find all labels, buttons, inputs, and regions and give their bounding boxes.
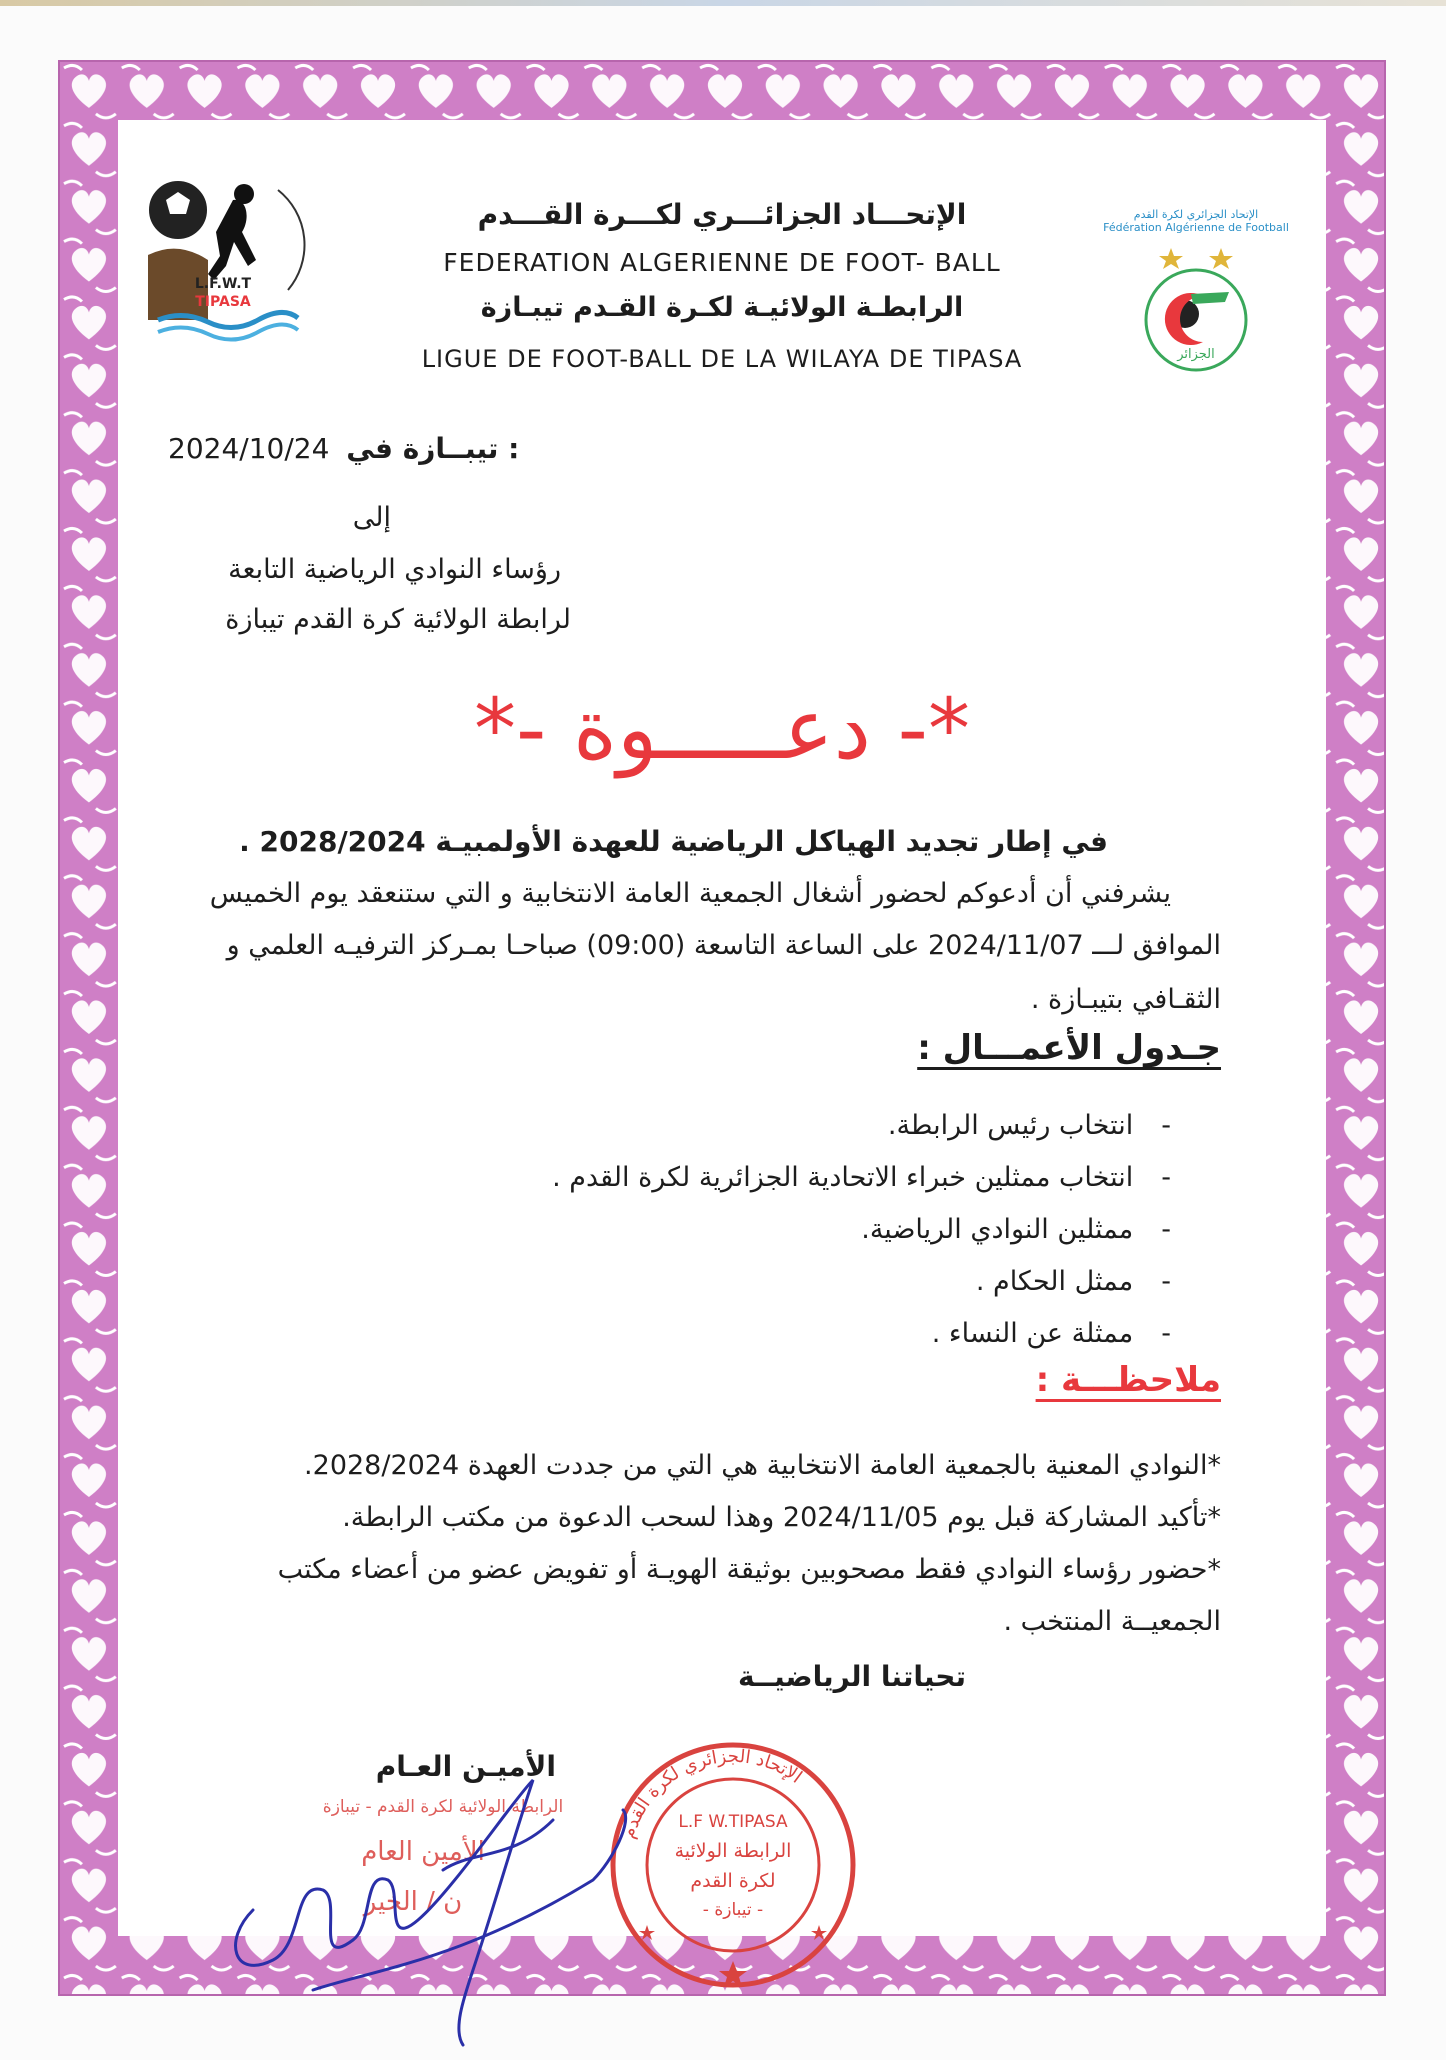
agenda-item (976, 1266, 1171, 1297)
faf-logo-country: الجزائر (1177, 347, 1215, 362)
stamp-line-1: L.F W.TIPASA (678, 1812, 788, 1832)
faf-logo-fr: Fédération Algérienne de Football (1103, 221, 1289, 234)
federation-name-ar: الإتحـــاد الجزائـــري لكـــرة القـــدم (477, 198, 967, 231)
federation-name-fr: FEDERATION ALGERIENNE DE FOOT- BALL (443, 248, 1001, 277)
stamp-ring-text: الإتحاد الجزائري لكرة القدم (617, 1745, 806, 1841)
sig-stamp-line-3: ن / الخير (363, 1887, 463, 1917)
league-name-fr: LIGUE DE FOOT-BALL DE LA WILAYA DE TIPASA (421, 345, 1023, 373)
recipient-line-2: لرابطة الولائية كرة القدم تيبازة (225, 604, 571, 635)
agenda-item-text: ممثلين النوادي الرياضية. (861, 1214, 1134, 1245)
agenda-heading: جـدول الأعمـــال : (917, 1028, 1221, 1068)
note-line-2: *تأكيد المشاركة قبل يوم 2024/11/05 وهذا لسحب الدعوة من مكتب الرابطة. (342, 1502, 1221, 1533)
agenda-item-text: ممثلة عن النساء . (931, 1318, 1134, 1349)
stamp-line-3: لكرة القدم (690, 1870, 776, 1892)
body-line-3: الثقـافي بتيبـازة . (1030, 984, 1221, 1015)
signature-block (213, 1760, 673, 2060)
agenda-dash: - (1161, 1266, 1171, 1297)
scan-edge (0, 0, 1446, 6)
invitation-title: *- دعـــــوة -* (473, 680, 970, 778)
sig-stamp-line-2: الأمين العام (361, 1837, 485, 1867)
agenda-item (888, 1110, 1171, 1141)
body-line-1: يشرفني أن أدعوكم لحضور أشغال الجمعية العامة الانتخابية و التي ستنعقد يوم الخميس (209, 878, 1171, 909)
stamp-line-2: الرابطة الولائية (674, 1840, 792, 1862)
sig-stamp-line-1: الرابطة الولائية لكرة القدم - تيبازة (322, 1797, 564, 1817)
agenda-item-text: ممثل الحكام . (975, 1266, 1134, 1297)
closing-text: تحياتنا الرياضيــة (737, 1660, 966, 1693)
agenda-dash: - (1161, 1162, 1171, 1193)
decorative-border (58, 60, 1386, 1996)
agenda-item (861, 1214, 1171, 1245)
faf-logo-ar: الإتحاد الجزائري لكرة القدم (1133, 208, 1259, 221)
date-line (168, 432, 519, 465)
date-label: تيبــازة في : (346, 432, 520, 465)
agenda-item-text: انتخاب ممثلين خبراء الاتحادية الجزائرية لكرة القدم . (552, 1162, 1134, 1193)
body-line-2: الموافق لـــ 2024/11/07 على الساعة التاسعة (09:00) صباحـا بمـركز الترفيـه العلمي و (226, 930, 1221, 961)
document-page (118, 120, 1326, 1936)
agenda-item (552, 1162, 1171, 1193)
stamp-line-4: - تيبازة - (702, 1900, 764, 1920)
recipient-line-1: رؤساء النوادي الرياضية التابعة (228, 554, 561, 585)
agenda-dash: - (1161, 1110, 1171, 1141)
notes-heading: ملاحظـــة : (1035, 1360, 1221, 1400)
agenda-dash: - (1161, 1214, 1171, 1245)
agenda-item (932, 1318, 1171, 1349)
agenda-dash: - (1161, 1318, 1171, 1349)
subject-line: في إطار تجديد الهياكل الرياضية للعهدة الأولمبيـة 2028/2024 . (239, 825, 1108, 858)
recipient-to: إلى (352, 502, 391, 533)
league-logo-city: TIPASA (195, 294, 251, 310)
note-line-1: *النوادي المعنية بالجمعية العامة الانتخابية هي التي من جددت العهدة 2028/2024. (304, 1450, 1221, 1481)
signatory-title: الأميـن العـام (375, 1750, 556, 1783)
agenda-item-text: انتخاب رئيس الرابطة. (887, 1110, 1134, 1141)
league-name-ar: الرابطـة الولائيـة لكـرة القـدم تيبـازة (480, 292, 964, 323)
date-value: 2024/10/24 (168, 432, 330, 465)
league-logo-label: L.F.W.T (194, 276, 252, 292)
note-line-4: الجمعيــة المنتخب . (1003, 1606, 1221, 1637)
note-line-3: *حضور رؤساء النوادي فقط مصحوبين بوثيقة الهويـة أو تفويض عضو من أعضاء مكتب (277, 1554, 1221, 1585)
